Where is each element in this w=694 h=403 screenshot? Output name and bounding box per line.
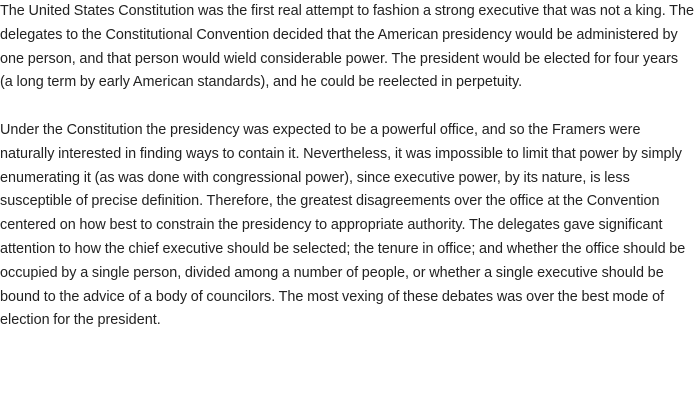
paragraph-1: The United States Constitution was the first real attempt to fashion a strong executive that was not a king. The delegates to the Constitutional Convention decided that the American presidency would be administered by one person, and that person would wield considerable power. The president would be elected for four years (a long term by early American standards), and he could be reelected in perpetuity. xyxy=(0,3,694,91)
paragraph-2: Under the Constitution the presidency was expected to be a powerful office, and so the Framers were naturally interested in finding ways to contain it. Nevertheless, it was impossible to limit that power by simply enumerating it (as was done with congressional power), since executive power, by its nature, is less susceptible of precise definition. Therefore, the greatest disagreements over the office at the Convention centered on how best to constrain the presidency to appropriate authority. The delegates gave significant attention to how the chief executive should be selected; the tenure in office; and whether the office should be occupied by a single person, divided among a number of people, or whether a single executive should be bound to the advice of a body of councilors. The most vexing of these debates was over the best mode of election for the president. xyxy=(0,121,686,329)
